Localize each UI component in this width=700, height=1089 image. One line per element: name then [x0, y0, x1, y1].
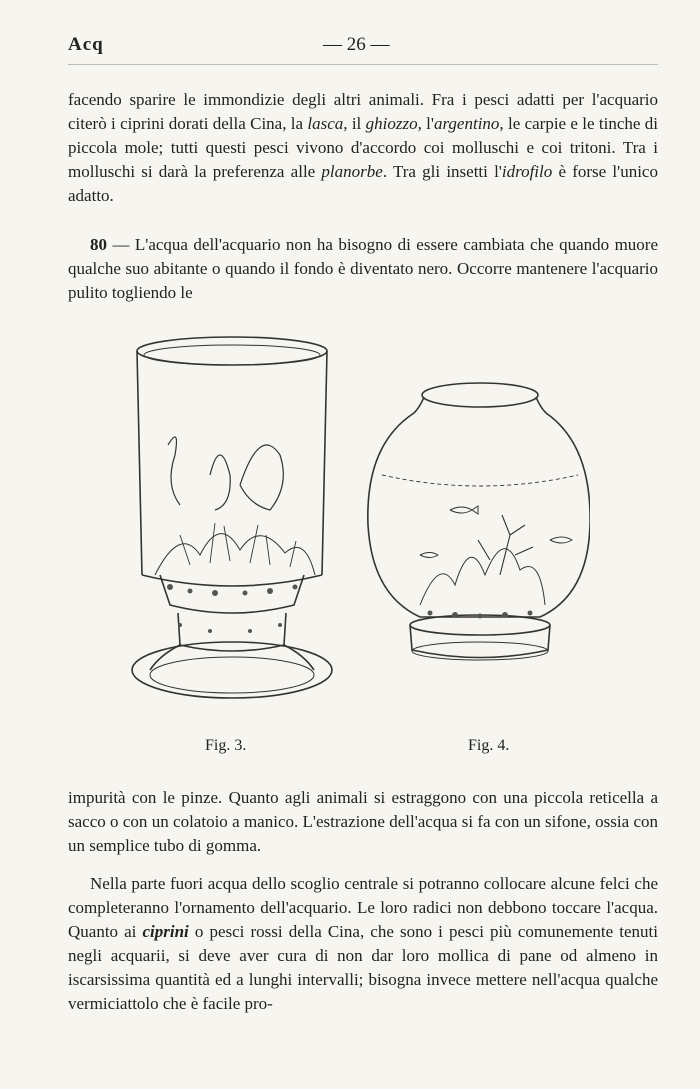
page-number: — 26 — — [323, 34, 390, 55]
p1-italic-argentino: argentino — [433, 114, 500, 133]
paragraph-4 — [68, 872, 658, 1016]
p3-text: impurità con le pinze. Quanto agli animali si estraggono con una piccola reticella a sacco o con un colatoio a manico. L'estrazione dell'acqua si fa con un sifone, ossia con un semplice tubo di gomma. — [68, 788, 658, 855]
p1-italic-ghiozzo: ghiozzo — [365, 114, 418, 133]
figure-4-caption: Fig. 4. — [468, 737, 510, 754]
fig3-cylinder-aquarium — [132, 337, 332, 698]
running-head: Acq — [68, 34, 104, 55]
paragraph-2 — [68, 233, 658, 305]
p1-text-5: . Tra gli insetti l' — [382, 162, 502, 181]
p1-italic-idrofilo: idrofilo — [501, 162, 553, 181]
p1-text-3: , l' — [417, 114, 434, 133]
p1-text-1: facendo sparire le immondizie degli altri animali. Fra i pesci adatti per l'acquario citerò i ciprini dorati della Cina, la — [68, 90, 658, 133]
paragraph-3 — [68, 786, 658, 858]
p1-text-4: , le carpie e le tinche di piccola mole; tutti questi pesci vivono d'accordo coi molluschi e coi tritoni. Tra i molluschi si darà la preferenza alle — [68, 114, 658, 181]
header-rule — [68, 64, 658, 65]
p4-text-2: o pesci rossi della Cina, che sono i pesci più comunemente tenuti negli acquarii, si deve aver cura di non dar loro mollica di pane od almeno in iscarsissima quantità ed a lunghi intervalli; bisogna invece mettere nell'acqua qualche vermiciattolo che è facile pro- — [68, 922, 658, 1013]
p4-text-1: Nella parte fuori acqua dello scoglio centrale si potranno collocare alcune felci che completeranno l'ornamento dell'acquario. Le loro radici non debbono toccare l'acqua. Quanto ai — [68, 874, 658, 941]
figure-3-caption: Fig. 3. — [205, 737, 247, 754]
fig4-globe-aquarium — [368, 383, 590, 660]
p1-italic-planorbe: planorbe — [321, 162, 383, 181]
p1-text-6: è forse l'unico adatto. — [68, 162, 658, 205]
aquarium-drawing — [120, 325, 590, 745]
p1-italic-lasca: lasca — [307, 114, 344, 133]
p1-text-2: , il — [343, 114, 366, 133]
p4-italic-ciprini: ciprini — [142, 922, 189, 941]
section-number: 80 — [90, 235, 107, 254]
aquarium-illustration — [120, 325, 590, 745]
page-header — [68, 34, 658, 64]
paragraph-1 — [68, 88, 658, 208]
p2-text: — L'acqua dell'acquario non ha bisogno di essere cambiata che quando muore qualche suo abitante o quando il fondo è diventato nero. Occorre mantenere l'acquario pulito togliendo le — [68, 235, 658, 302]
